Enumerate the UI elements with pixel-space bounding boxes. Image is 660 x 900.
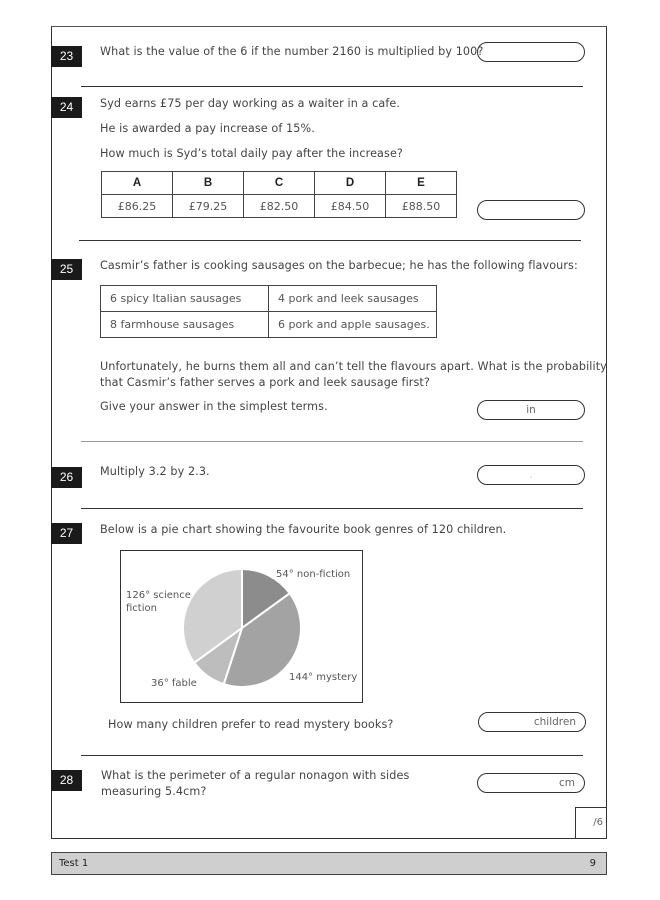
answer-box-24[interactable] bbox=[477, 200, 585, 220]
question-25-intro: Casmir’s father is cooking sausages on the barbecue; he has the following flavours: bbox=[100, 259, 578, 272]
question-24-line-1: Syd earns £75 per day working as a waiter in a cafe. bbox=[100, 97, 401, 110]
option-value: £84.50 bbox=[315, 195, 386, 218]
question-25-line-2: that Casmir’s father serves a pork and leek sausage first? bbox=[100, 376, 430, 389]
pie-label-mystery: 144° mystery bbox=[289, 672, 358, 683]
answer-box-28[interactable] bbox=[477, 773, 585, 793]
divider bbox=[81, 755, 583, 756]
flavours-table bbox=[100, 285, 437, 338]
question-27-intro: Below is a pie chart showing the favourite book genres of 120 children. bbox=[100, 523, 507, 536]
pie-label-science-fiction bbox=[126, 589, 191, 615]
options-value-row bbox=[102, 195, 457, 218]
question-number-24: 24 bbox=[51, 97, 82, 118]
answer-unit: in bbox=[526, 404, 536, 416]
answer-box-25[interactable] bbox=[477, 400, 585, 420]
pie-label-fable: 36° fable bbox=[151, 678, 197, 689]
question-number-25: 25 bbox=[51, 259, 82, 280]
option-header: A bbox=[102, 172, 173, 195]
pie-chart-box bbox=[120, 550, 363, 703]
question-number-27: 27 bbox=[51, 523, 82, 544]
decimal-point: . bbox=[529, 469, 533, 481]
pie-label-science-fiction-line-2: fiction bbox=[126, 603, 157, 614]
question-25-line-1: Unfortunately, he burns them all and can’t tell the flavours apart. What is the probability bbox=[100, 360, 607, 373]
option-value: £82.50 bbox=[244, 195, 315, 218]
options-table bbox=[101, 171, 457, 218]
flavour-cell: 6 pork and apple sausages. bbox=[269, 312, 437, 338]
option-header: C bbox=[244, 172, 315, 195]
flavour-cell: 8 farmhouse sausages bbox=[101, 312, 269, 338]
divider bbox=[79, 240, 581, 241]
option-value: £88.50 bbox=[386, 195, 457, 218]
flavour-cell: 4 pork and leek sausages bbox=[269, 286, 437, 312]
answer-unit: children bbox=[533, 716, 576, 728]
pie-label-science-fiction-line-1: 126° science bbox=[126, 590, 191, 601]
question-number-23: 23 bbox=[51, 46, 82, 67]
flavours-row bbox=[101, 286, 437, 312]
option-header: B bbox=[173, 172, 244, 195]
question-number-28: 28 bbox=[51, 770, 82, 791]
question-28-line-1: What is the perimeter of a regular nonagon with sides bbox=[101, 769, 410, 782]
answer-box-27[interactable] bbox=[478, 712, 586, 732]
question-26-text: Multiply 3.2 by 2.3. bbox=[100, 465, 210, 478]
question-28-line-2: measuring 5.4cm? bbox=[101, 785, 207, 798]
question-24-line-3: How much is Syd’s total daily pay after the increase? bbox=[100, 147, 403, 160]
pie-label-non-fiction: 54° non-fiction bbox=[276, 569, 351, 580]
question-27-text: How many children prefer to read mystery books? bbox=[108, 718, 394, 731]
flavours-row bbox=[101, 312, 437, 338]
answer-box-26[interactable] bbox=[477, 465, 585, 485]
options-header-row bbox=[102, 172, 457, 195]
option-header: E bbox=[386, 172, 457, 195]
page-footer bbox=[51, 852, 607, 875]
footer-test-label: Test 1 bbox=[59, 858, 89, 869]
option-header: D bbox=[315, 172, 386, 195]
question-number-26: 26 bbox=[51, 467, 82, 488]
option-value: £86.25 bbox=[102, 195, 173, 218]
divider bbox=[81, 86, 583, 87]
flavour-cell: 6 spicy Italian sausages bbox=[101, 286, 269, 312]
question-24-line-2: He is awarded a pay increase of 15%. bbox=[100, 122, 315, 135]
answer-box-23[interactable] bbox=[477, 42, 585, 62]
footer-page-number: 9 bbox=[589, 858, 596, 869]
divider bbox=[81, 441, 583, 442]
answer-unit: cm bbox=[558, 777, 575, 789]
score-box: /6 bbox=[575, 807, 607, 839]
question-25-instruction: Give your answer in the simplest terms. bbox=[100, 400, 328, 413]
option-value: £79.25 bbox=[173, 195, 244, 218]
question-23-text: What is the value of the 6 if the number 2160 is multiplied by 100? bbox=[100, 45, 484, 58]
divider bbox=[81, 508, 583, 509]
